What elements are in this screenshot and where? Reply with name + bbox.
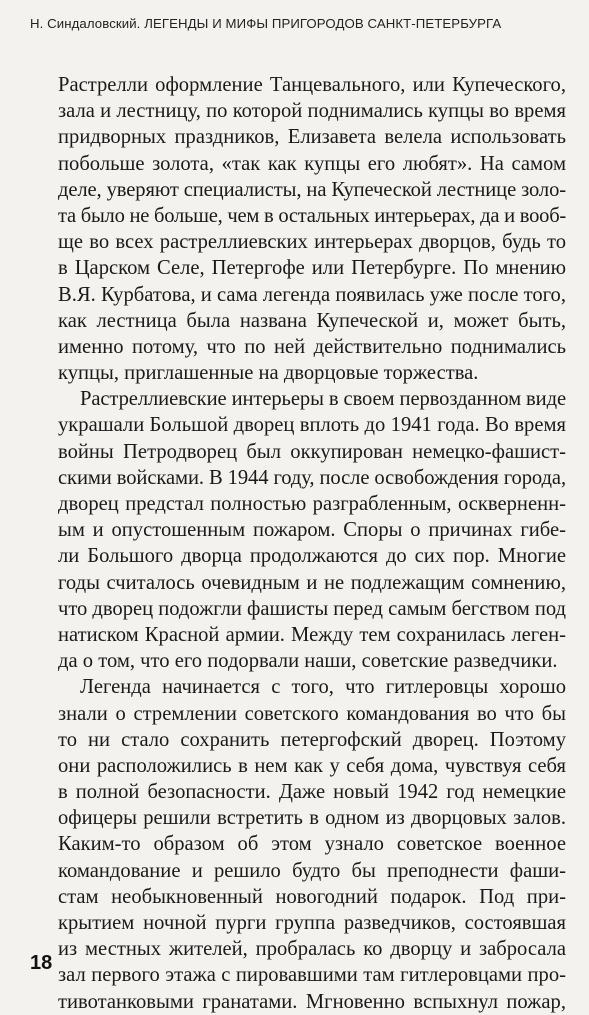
text-line: та было не больше, чем в остальных интерьерах, да и вооб- <box>58 204 566 227</box>
text-line: стам необыкновенный новогодний подарок. Под при- <box>58 885 566 908</box>
text-line: как лестница была названа Купеческой и, может быть, <box>58 309 566 332</box>
text-line: из местных жителей, пробралась ко дворцу и забросала <box>58 938 566 961</box>
text-line: Растреллиевские интерьеры в своем первозданном виде <box>80 388 566 411</box>
text-line: крытием ночной пурги группа разведчиков, состоявшая <box>58 912 566 934</box>
text-line: они расположились в нем как у себя дома, чувствуя себя <box>58 754 566 777</box>
text-line: именно потому, что по ней действительно поднимались <box>58 335 566 358</box>
text-line: скими войсками. В 1944 году, после освобождения города, <box>58 466 566 489</box>
text-line: да о том, что его подорвали наши, советские разведчики. <box>58 650 558 673</box>
text-line: офицеры решили встретить в одном из дворцовых залов. <box>58 807 566 830</box>
text-line: дворец предстал полностью разграбленным, оскверненн- <box>58 493 566 515</box>
text-line: украшали Большой дворец вплоть до 1941 года. Во время <box>58 414 566 437</box>
text-line: зала и лестницу, по которой поднимались купцы во время <box>58 100 566 123</box>
text-line: ще во всех растреллиевских интерьерах дворцов, будь то <box>58 231 566 254</box>
page-number: 18 <box>30 952 53 974</box>
text-line: В.Я. Курбатова, и сама легенда появилась уже после того, <box>58 283 566 306</box>
text-line: знали о стремлении советского командования во что бы <box>58 702 566 725</box>
text-line: войны Петродворец был оккупирован немецко-фашист- <box>58 440 566 463</box>
text-line: ли Большого дворца продолжаются до сих пор. Многие <box>58 545 566 568</box>
text-line: натиском Красной армии. Между тем сохранилась леген- <box>58 623 566 646</box>
text-line: Растрелли оформление Танцевального, или Купеческого, <box>58 74 566 96</box>
text-line: то ни стало сохранить петергофский дворец. Поэтому <box>58 728 566 751</box>
text-line: что дворец подожгли фашисты перед самым бегством под <box>58 597 566 620</box>
text-line: годы считалось очевидным и не подлежащим сомнению, <box>58 571 566 594</box>
text-line: зал первого этажа с пировавшими там гитлеровцами про- <box>58 964 566 987</box>
running-head: Н. Синдаловский. ЛЕГЕНДЫ И МИФЫ ПРИГОРОДОВ САНКТ-ПЕТЕРБУРГА <box>30 16 502 31</box>
body-text <box>58 72 566 1015</box>
text-line: побольше золота, «так как купцы его любят». На самом <box>58 152 566 175</box>
text-line: Каким-то образом об этом узнало советское военное <box>58 833 566 856</box>
text-line: деле, уверяют специалисты, на Купеческой лестнице золо- <box>58 178 566 201</box>
text-line: тивотанковыми гранатами. Мгновенно вспыхнул пожар, <box>58 990 566 1013</box>
text-line: в полной безопасности. Даже новый 1942 год немецкие <box>58 781 566 804</box>
text-line: ым и опустошенным пожаром. Споры о причинах гибе- <box>58 519 566 542</box>
text-line: Легенда начинается с того, что гитлеровцы хорошо <box>80 676 566 699</box>
text-line: в Царском Селе, Петергофе или Петербурге. По мнению <box>58 257 566 280</box>
text-line: командование и решило будто бы преподнести фаши- <box>58 859 566 882</box>
text-line: придворных праздников, Елизавета велела использовать <box>58 126 566 149</box>
text-line: купцы, приглашенные на дворцовые торжества. <box>58 362 479 385</box>
